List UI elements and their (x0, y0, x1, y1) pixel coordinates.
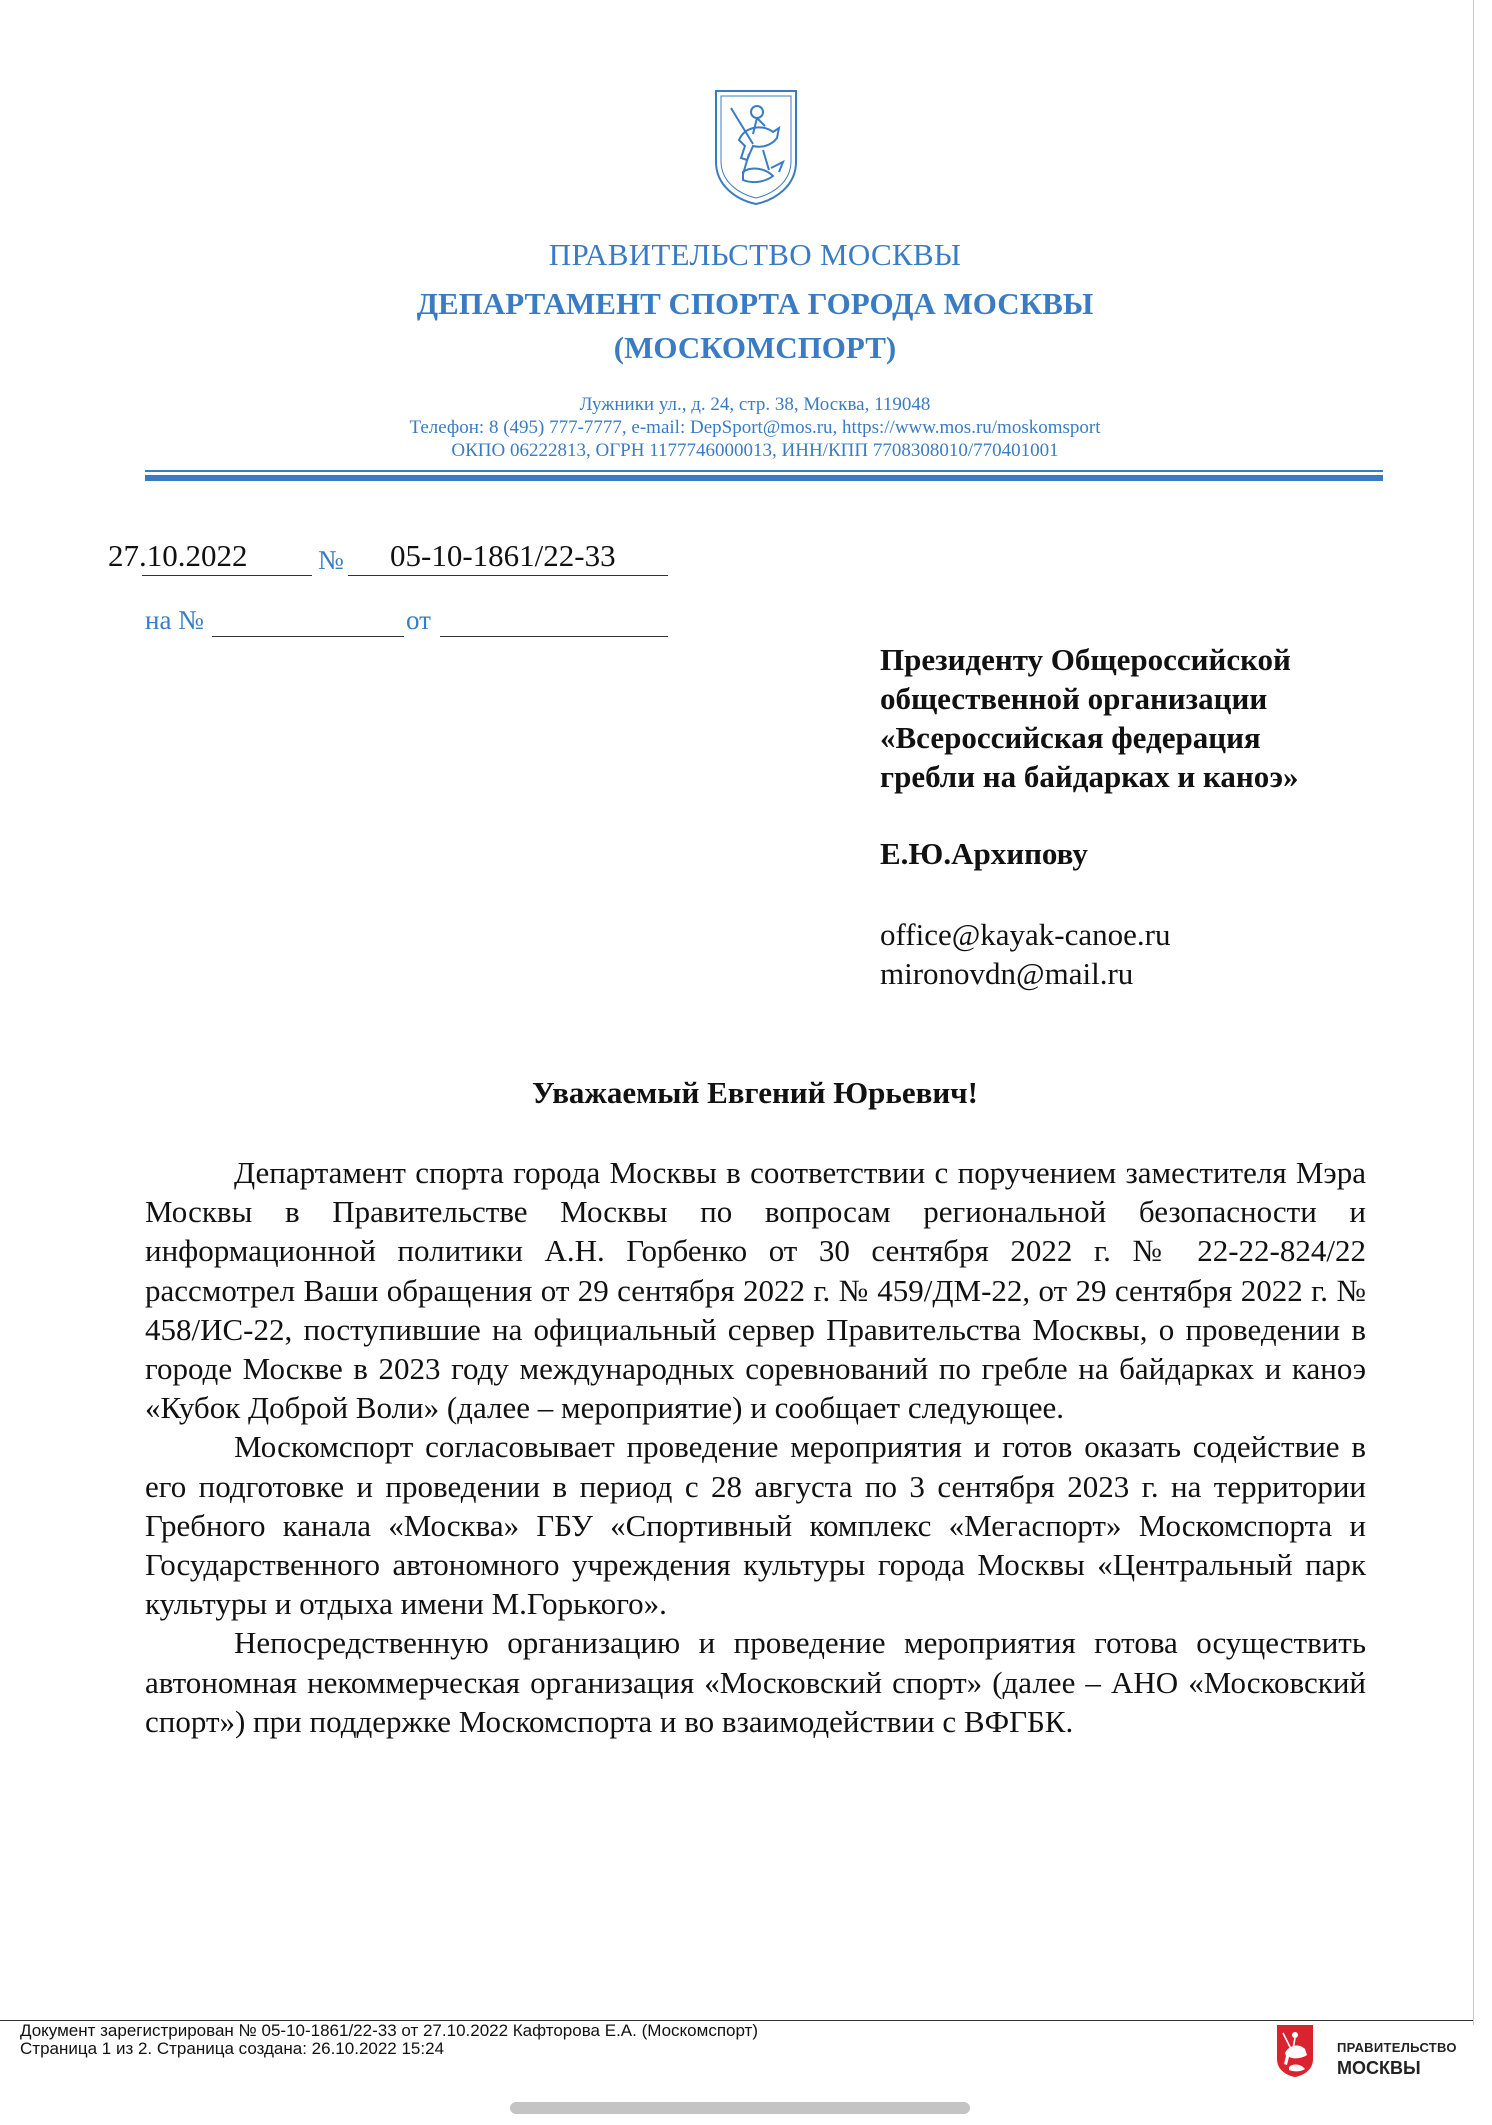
registration-date-underline (142, 575, 312, 576)
email-link[interactable]: mironovdn@mail.ru (880, 956, 1134, 991)
recipient-emails (880, 915, 1170, 993)
letterhead-contacts (0, 393, 1492, 462)
registration-number-label: № (318, 545, 344, 575)
body-paragraph: Непосредственную организацию и проведение мероприятия готова осуществить автономная некоммерческая организация «Московский спорт» (далее – АНО «Московский спорт») при поддержке Москомспорта и во взаимодействии с ВФГБК. (145, 1625, 1366, 1739)
addressee-line: гребли на байдарках и каноэ» (880, 759, 1299, 794)
addressee-line: «Всероссийская федерация (880, 720, 1261, 755)
horizontal-scrollbar[interactable] (510, 2102, 970, 2114)
department-title-line1: ДЕПАРТАМЕНТ СПОРТА ГОРОДА МОСКВЫ (416, 286, 1094, 321)
recipient-name: Е.Ю.Архипову (880, 836, 1088, 871)
email-link[interactable]: office@kayak-canoe.ru (880, 917, 1171, 952)
addressee-line: Президенту Общероссийской (880, 642, 1291, 677)
reply-to-label: на № (145, 605, 204, 635)
registry-codes: ОКПО 06222813, ОГРН 1177746000013, ИНН/КПП 7708308010/770401001 (451, 440, 1059, 461)
footer-government-label (1337, 2038, 1457, 2078)
reply-from-underline (440, 636, 668, 637)
phone-email-web: Телефон: 8 (495) 777-7777, e-mail: DepSport@mos.ru, https://www.mos.ru/moskomsport (409, 417, 1101, 438)
body-paragraph: Москомспорт согласовывает проведение мероприятия и готов оказать содействие в его подготовке и проведении в период с 28 августа по 3 сентября 2023 г. на территории Гребного канала «Москва» ГБУ «Спортивный комплекс «Мегаспорт» Москомспорта и Государственного автономного учреждения культуры города Москвы «Центральный парк культуры и отдыха имени М.Горького». (145, 1429, 1366, 1622)
addressee-block (880, 640, 1299, 796)
moscow-government-logo-icon (1275, 2023, 1315, 2079)
address: Лужники ул., д. 24, стр. 38, Москва, 119048 (579, 394, 931, 415)
footer-page-info: Страница 1 из 2. Страница создана: 26.10.2022 15:24 (20, 2039, 445, 2058)
registration-number-underline (348, 575, 668, 576)
footer-gov-line2: МОСКВЫ (1337, 2058, 1421, 2078)
registration-number: 05-10-1861/22-33 (390, 538, 616, 573)
letter-body (145, 1153, 1366, 1741)
greeting: Уважаемый Евгений Юрьевич! (531, 1075, 978, 1110)
letterhead-rule-thin (145, 470, 1383, 472)
footer-registered: Документ зарегистрирован № 05-10-1861/22-33 от 27.10.2022 Кафторова Е.А. (Москомспорт) (20, 2021, 759, 2040)
letterhead-rule-thick (145, 475, 1383, 481)
reply-from-label: от (406, 605, 431, 635)
footer-registration-info (20, 2022, 758, 2058)
department-title-line2: (МОСКОМСПОРТ) (613, 330, 897, 365)
footer-gov-line1: ПРАВИТЕЛЬСТВО (1337, 2040, 1457, 2055)
reply-to-underline (212, 636, 404, 637)
registration-date: 27.10.2022 (108, 538, 248, 573)
addressee-line: общественной организации (880, 681, 1268, 716)
moscow-coat-of-arms-icon (713, 88, 799, 206)
government-title: ПРАВИТЕЛЬСТВО МОСКВЫ (548, 237, 962, 272)
body-paragraph: Департамент спорта города Москвы в соответствии с поручением заместителя Мэра Москвы в Правительстве Москвы по вопросам региональной безопасности и информационной политики А.Н. Горбенко от 30 сентября 2022 г. № 22-22-824/22 рассмотрел Ваши обращения от 29 сентября 2022 г. № 459/ДМ-22, от 29 сентября 2022 г. № 458/ИС-22, поступившие на официальный сервер Правительства Москвы, о проведении в городе Москве в 2023 году международных соревнований по гребле на байдарках и каноэ «Кубок Доброй Воли» (далее – мероприятие) и сообщает следующее. (145, 1155, 1366, 1426)
department-title (0, 282, 1492, 370)
